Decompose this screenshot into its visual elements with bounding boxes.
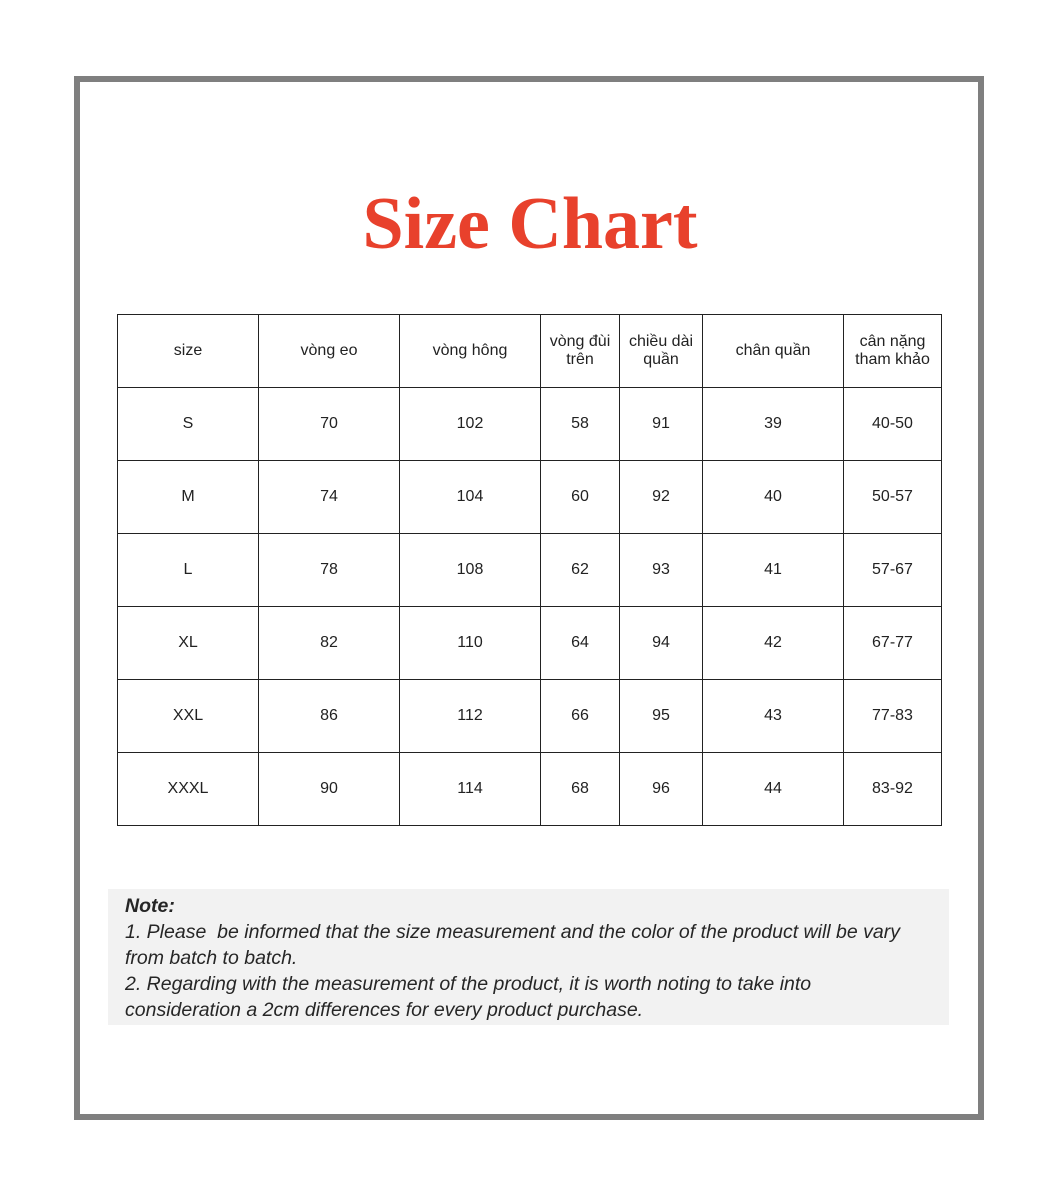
table-cell: 43 <box>703 680 844 753</box>
table-cell: 70 <box>259 388 400 461</box>
table-cell: 82 <box>259 607 400 680</box>
table-cell: 86 <box>259 680 400 753</box>
table-cell: 93 <box>620 534 703 607</box>
table-cell: 58 <box>541 388 620 461</box>
table-cell: 42 <box>703 607 844 680</box>
table-cell: S <box>118 388 259 461</box>
table-cell: 77-83 <box>844 680 942 753</box>
header-leg-opening: chân quần <box>703 315 844 388</box>
header-size: size <box>118 315 259 388</box>
note-line: 1. Please be informed that the size measurement and the color of the product will be vary from batch to batch. <box>125 921 906 969</box>
size-table <box>117 314 942 826</box>
table-cell: 66 <box>541 680 620 753</box>
table-cell: L <box>118 534 259 607</box>
table-cell: 78 <box>259 534 400 607</box>
note-box <box>108 889 949 1025</box>
table-cell: 64 <box>541 607 620 680</box>
table-cell: 83-92 <box>844 753 942 826</box>
table-cell: 95 <box>620 680 703 753</box>
page-title: Size Chart <box>362 183 698 265</box>
table-cell: 39 <box>703 388 844 461</box>
table-cell: M <box>118 461 259 534</box>
table-cell: 91 <box>620 388 703 461</box>
table-row <box>118 534 942 607</box>
table-cell: 102 <box>400 388 541 461</box>
table-cell: XXXL <box>118 753 259 826</box>
table-cell: 60 <box>541 461 620 534</box>
table-cell: 41 <box>703 534 844 607</box>
table-cell: 90 <box>259 753 400 826</box>
table-cell: 104 <box>400 461 541 534</box>
table-header-row <box>118 315 942 388</box>
table-cell: 44 <box>703 753 844 826</box>
table-row <box>118 607 942 680</box>
table-cell: XL <box>118 607 259 680</box>
table-row <box>118 680 942 753</box>
table-cell: 68 <box>541 753 620 826</box>
table-cell: 114 <box>400 753 541 826</box>
table-cell: 96 <box>620 753 703 826</box>
table-cell: 94 <box>620 607 703 680</box>
table-row <box>118 753 942 826</box>
header-hip: vòng hông <box>400 315 541 388</box>
table-cell: 50-57 <box>844 461 942 534</box>
table-cell: 74 <box>259 461 400 534</box>
note-line: 2. Regarding with the measurement of the product, it is worth noting to take into consideration a 2cm differences for every product purchase. <box>125 973 817 1021</box>
table-cell: 40-50 <box>844 388 942 461</box>
table-cell: 40 <box>703 461 844 534</box>
table-cell: 110 <box>400 607 541 680</box>
table-cell: XXL <box>118 680 259 753</box>
header-waist: vòng eo <box>259 315 400 388</box>
header-weight: cân nặng tham khảo <box>844 315 942 388</box>
header-thigh: vòng đùi trên <box>541 315 620 388</box>
table-cell: 62 <box>541 534 620 607</box>
table-cell: 57-67 <box>844 534 942 607</box>
table-row <box>118 461 942 534</box>
table-cell: 112 <box>400 680 541 753</box>
table-cell: 108 <box>400 534 541 607</box>
table-cell: 92 <box>620 461 703 534</box>
note-heading: Note: <box>125 895 175 917</box>
header-length: chiều dài quần <box>620 315 703 388</box>
table-cell: 67-77 <box>844 607 942 680</box>
table-row <box>118 388 942 461</box>
